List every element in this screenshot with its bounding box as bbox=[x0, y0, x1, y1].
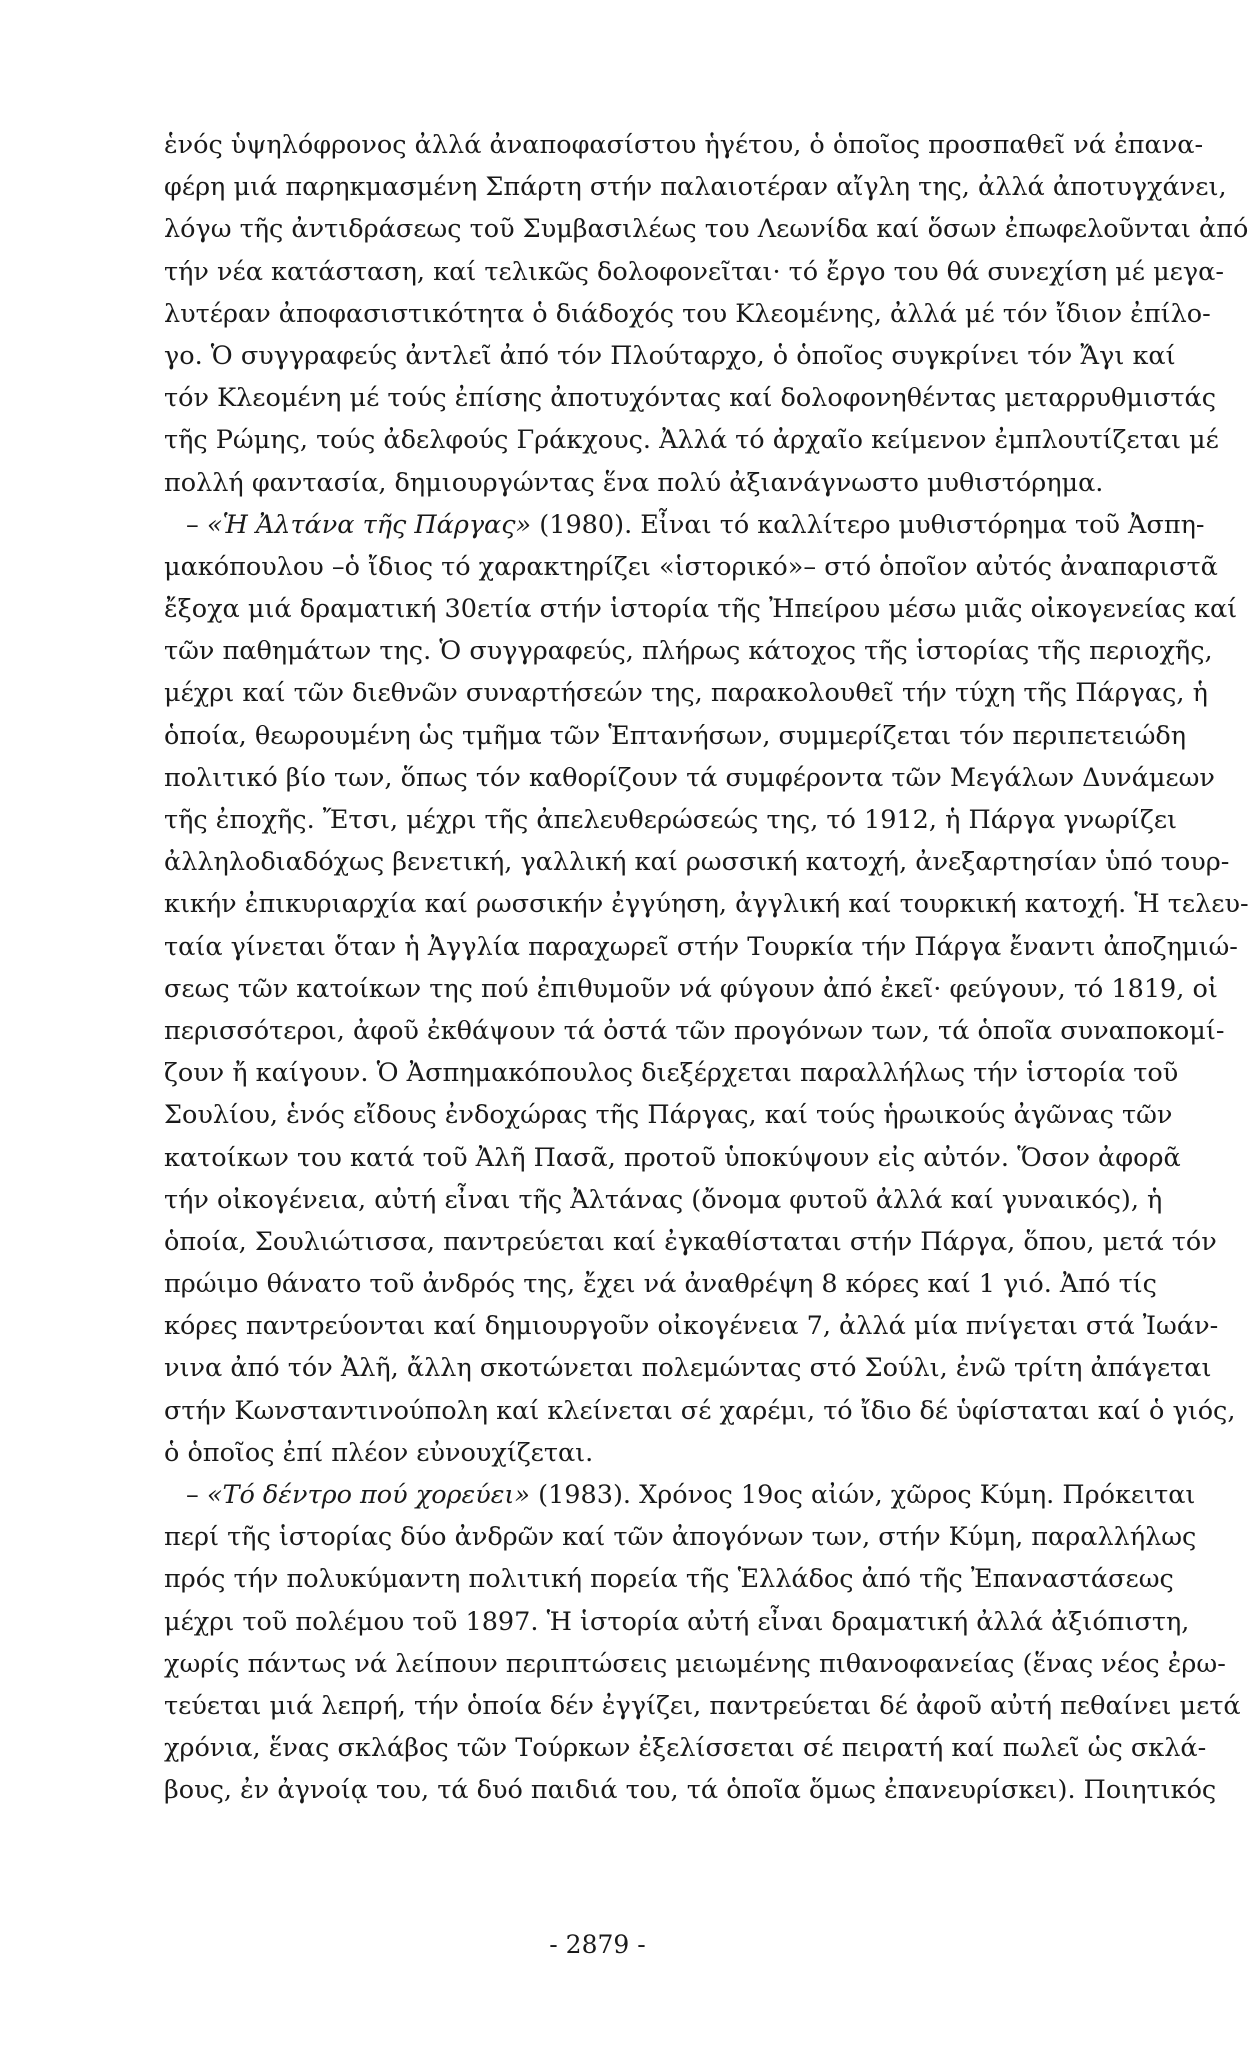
text-line: φέρη μιά παρηκμασμένη Σπάρτη στήν παλαιοτέραν αἴγλη της, ἀλλά ἀποτυγχάνει, bbox=[164, 172, 1227, 203]
text-line: περισσότεροι, ἀφοῦ ἐκθάψουν τά ὀστά τῶν προγόνων των, τά ὁποῖα συναποκομί- bbox=[164, 1015, 1225, 1046]
text-line: τόν Κλεομένη μέ τούς ἐπίσης ἀποτυχόντας καί δολοφονηθέντας μεταρρυθμιστάς bbox=[164, 383, 1216, 414]
text-line: ἔξοχα μιά δραματική 30ετία στήν ἱστορία τῆς Ἠπείρου μέσω μιᾶς οἰκογενείας καί bbox=[164, 594, 1238, 625]
text-line: σεως τῶν κατοίκων της πού ἐπιθυμοῦν νά φύγουν ἀπό ἐκεῖ· φεύγουν, τό 1819, οἱ bbox=[164, 973, 1218, 1004]
text-line: ζουν ἤ καίγουν. Ὁ Ἀσπημακόπουλος διεξέρχεται παραλλήλως τήν ἱστορία τοῦ bbox=[164, 1058, 1179, 1089]
text-line: πολλή φαντασία, δημιουργώντας ἕνα πολύ ἀξιανάγνωστο μυθιστόρημα. bbox=[164, 467, 1104, 498]
text-line: χωρίς πάντως νά λείπουν περιπτώσεις μειωμένης πιθανοφανείας (ἕνας νέος ἐρω- bbox=[164, 1648, 1226, 1679]
text-line: ταία γίνεται ὅταν ἡ Ἀγγλία παραχωρεῖ στήν Τουρκία τήν Πάργα ἔναντι ἀποζημιώ- bbox=[164, 931, 1238, 962]
text-line: μέχρι καί τῶν διεθνῶν συναρτήσεών της, παρακολουθεῖ τήν τύχη τῆς Πάργας, ἡ bbox=[164, 678, 1208, 709]
text-line: ἀλληλοδιαδόχως βενετική, γαλλική καί ρωσσική κατοχή, ἀνεξαρτησίαν ὑπό τουρ- bbox=[164, 847, 1230, 878]
text-line: τήν νέα κατάσταση, καί τελικῶς δολοφονεῖται· τό ἔργο του θά συνεχίση μέ μεγα- bbox=[164, 256, 1224, 287]
page-number: - 2879 - bbox=[549, 1930, 646, 1959]
text-line: – «Ἡ Ἀλτάνα τῆς Πάργας» (1980). Εἶναι τό καλλίτερο μυθιστόρημα τοῦ Ἀσπη- bbox=[186, 509, 1205, 540]
text-line: Σουλίου, ἑνός εἴδους ἐνδοχώρας τῆς Πάργας, καί τούς ἡρωικούς ἀγῶνας τῶν bbox=[164, 1100, 1173, 1131]
text-line: χρόνια, ἕνας σκλάβος τῶν Τούρκων ἐξελίσσεται σέ πειρατή καί πωλεῖ ὡς σκλά- bbox=[164, 1733, 1207, 1764]
text-line: κόρες παντρεύονται καί δημιουργοῦν οἰκογένεια 7, ἀλλά μία πνίγεται στά Ἰωάν- bbox=[164, 1311, 1219, 1342]
text-line: κικήν ἐπικυριαρχία καί ρωσσικήν ἐγγύηση, ἀγγλική καί τουρκική κατοχή. Ἡ τελευ- bbox=[164, 889, 1249, 920]
text-line: κατοίκων του κατά τοῦ Ἀλῆ Πασᾶ, προτοῦ ὑποκύψουν εἰς αὐτόν. Ὅσον ἀφορᾶ bbox=[164, 1142, 1181, 1173]
body-text bbox=[164, 124, 1249, 1812]
text-line: στήν Κωνσταντινούπολη καί κλείνεται σέ χαρέμι, τό ἴδιο δέ ὑφίσταται καί ὁ γιός, bbox=[164, 1395, 1236, 1426]
text-line: πρός τήν πολυκύμαντη πολιτική πορεία τῆς Ἑλλάδος ἀπό τῆς Ἐπαναστάσεως bbox=[164, 1564, 1174, 1595]
text-line: τῆς ἐποχῆς. Ἔτσι, μέχρι τῆς ἀπελευθερώσεώς της, τό 1912, ἡ Πάργα γνωρίζει bbox=[164, 805, 1178, 835]
text-line: λυτέραν ἀποφασιστικότητα ὁ διάδοχός του Κλεομένης, ἀλλά μέ τόν ἴδιον ἐπίλο- bbox=[164, 298, 1211, 329]
text-line: – «Τό δέντρο πού χορεύει» (1983). Χρόνος 19ος αἰών, χῶρος Κύμη. Πρόκειται bbox=[186, 1480, 1196, 1510]
book-title: «Ἡ Ἀλτάνα τῆς Πάργας» bbox=[206, 509, 532, 540]
text-line: περί τῆς ἱστορίας δύο ἀνδρῶν καί τῶν ἀπογόνων των, στήν Κύμη, παραλλήλως bbox=[164, 1522, 1197, 1553]
text-line: ὁ ὁποῖος ἐπί πλέον εὐνουχίζεται. bbox=[164, 1437, 594, 1468]
text-line: πολιτικό βίο των, ὅπως τόν καθορίζουν τά συμφέροντα τῶν Μεγάλων Δυνάμεων bbox=[164, 762, 1215, 793]
text-line: λόγω τῆς ἀντιδράσεως τοῦ Συμβασιλέως του Λεωνίδα καί ὅσων ἐπωφελοῦνται ἀπό bbox=[164, 214, 1249, 245]
text-line: τεύεται μιά λεπρή, τήν ὁποία δέν ἐγγίζει, παντρεύεται δέ ἀφοῦ αὐτή πεθαίνει μετά bbox=[164, 1690, 1241, 1721]
book-title: «Τό δέντρο πού χορεύει» bbox=[206, 1480, 531, 1510]
text-line: μακόπουλου –ὁ ἴδιος τό χαρακτηρίζει «ἱστορικό»– στό ὁποῖον αὐτός ἀναπαριστᾶ bbox=[164, 551, 1218, 582]
text-line: τῶν παθημάτων της. Ὁ συγγραφεύς, πλήρως κάτοχος τῆς ἱστορίας τῆς περιοχῆς, bbox=[164, 636, 1213, 667]
text-line: βους, ἐν ἀγνοίᾳ του, τά δυό παιδιά του, τά ὁποῖα ὅμως ἐπανευρίσκει). Ποιητικός bbox=[164, 1775, 1217, 1806]
text-line: ἑνός ὑψηλόφρονος ἀλλά ἀναποφασίστου ἡγέτου, ὁ ὁποῖος προσπαθεῖ νά ἐπανα- bbox=[164, 130, 1204, 160]
text-line: νινα ἀπό τόν Ἀλῆ, ἄλλη σκοτώνεται πολεμώντας στό Σούλι, ἐνῶ τρίτη ἀπάγεται bbox=[164, 1353, 1212, 1384]
text-line: μέχρι τοῦ πολέμου τοῦ 1897. Ἡ ἱστορία αὐτή εἶναι δραματική ἀλλά ἀξιόπιστη, bbox=[164, 1606, 1190, 1637]
text-line: πρώιμο θάνατο τοῦ ἀνδρός της, ἔχει νά ἀναθρέψη 8 κόρες καί 1 γιό. Ἀπό τίς bbox=[164, 1269, 1157, 1300]
text-line: τῆς Ρώμης, τούς ἀδελφούς Γράκχους. Ἀλλά τό ἀρχαῖο κείμενον ἐμπλουτίζεται μέ bbox=[164, 425, 1219, 456]
text-line: ὁποία, Σουλιώτισσα, παντρεύεται καί ἐγκαθίσταται στήν Πάργα, ὅπου, μετά τόν bbox=[164, 1226, 1217, 1257]
text-line: γο. Ὁ συγγραφεύς ἀντλεῖ ἀπό τόν Πλούταρχο, ὁ ὁποῖος συγκρίνει τόν Ἄγι καί bbox=[164, 340, 1176, 371]
text-line: τήν οἰκογένεια, αὐτή εἶναι τῆς Ἀλτάνας (ὄνομα φυτοῦ ἀλλά καί γυναικός), ἡ bbox=[164, 1184, 1163, 1215]
text-line: ὁποία, θεωρουμένη ὡς τμῆμα τῶν Ἑπτανήσων, συμμερίζεται τόν περιπετειώδη bbox=[164, 720, 1186, 751]
